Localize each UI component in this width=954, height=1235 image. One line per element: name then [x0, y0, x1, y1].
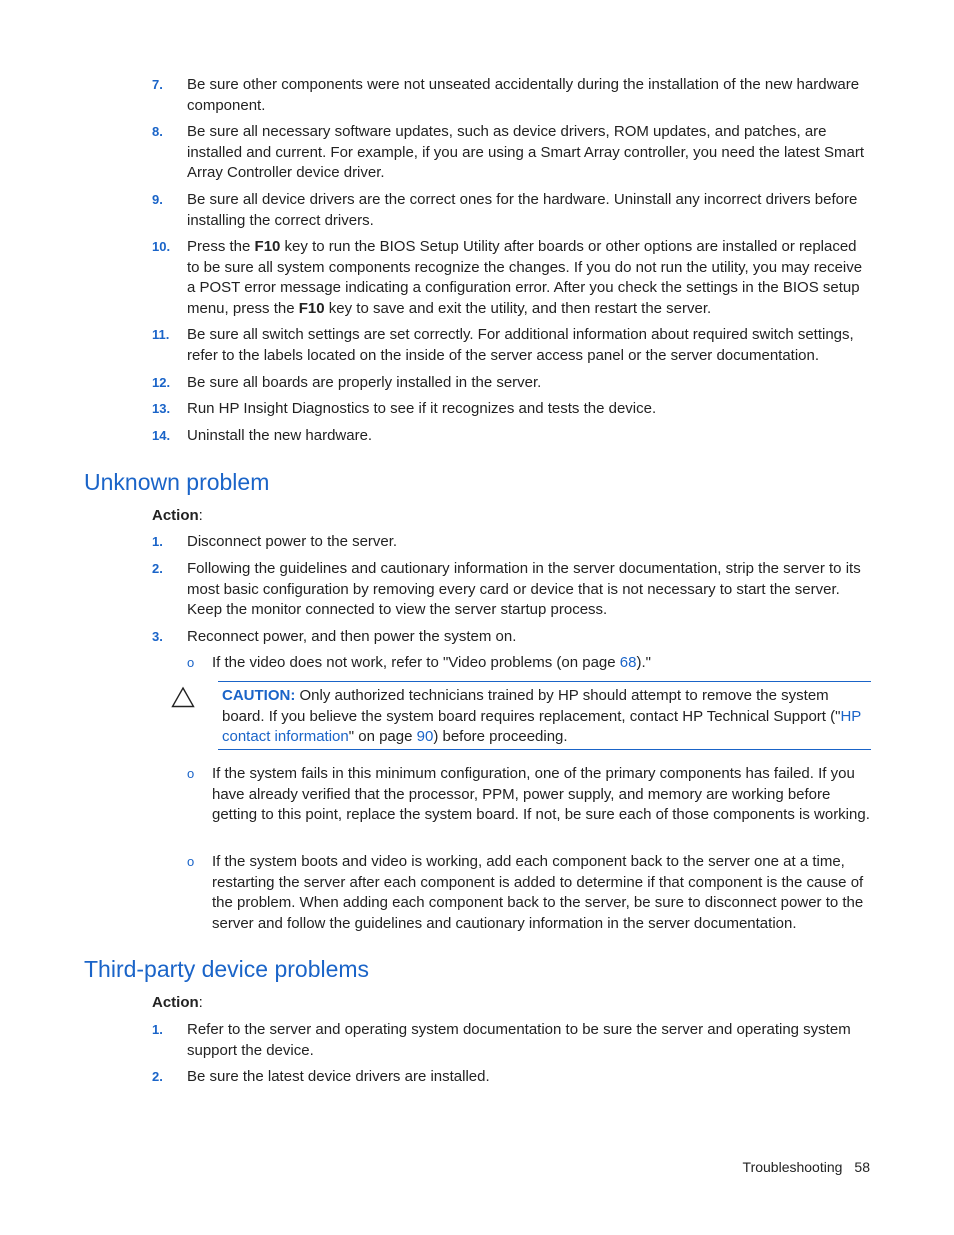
hp-contact-link[interactable]: HP contact information [222, 707, 862, 745]
key-name: F10 [254, 238, 281, 255]
text-run: " on page [348, 728, 417, 745]
text-run: Press the [187, 238, 255, 255]
section-heading-third-party: Third-party device problems [84, 956, 370, 982]
sub-list-text: If the system boots and video is working, add each component back to the server one at a time, restarting the server after each component is added to determine if that component is the cause of the problem. When adding each component back to the server, be sure to disconnect power to the server and follow the guidelines and cautionary information in the server documentation. [212, 853, 864, 932]
list-text: Refer to the server and operating system documentation to be sure the server and operating system support the device. [187, 1021, 851, 1059]
action-colon: : [198, 507, 203, 524]
action-label [152, 506, 203, 527]
sub-list-text: If the system fails in this minimum configuration, one of the primary components has failed. If you have already verified that the processor, PPM, power supply, and memory are working before getting to this point, replace the system board. If not, be sure each of those components is working. [212, 765, 870, 823]
list-number: 14. [152, 428, 171, 443]
list-number: 1. [152, 534, 163, 549]
sub-list-text [212, 653, 872, 674]
list-number: 9. [152, 192, 163, 207]
list-number: 8. [152, 124, 163, 139]
list-text: Reconnect power, and then power the system on. [187, 628, 517, 645]
bullet: o [187, 854, 195, 869]
text-run: If the video does not work, refer to "Video problems (on page [212, 654, 620, 671]
list-text: Uninstall the new hardware. [187, 427, 373, 444]
text-run: Only authorized technicians trained by HP should attempt to remove the system board. If you believe the system board requires replacement, contact HP Technical Support (" [222, 687, 841, 725]
list-number: 1. [152, 1022, 163, 1037]
text-run: key to save and exit the utility, and then restart the server. [324, 299, 712, 317]
list-number: 12. [152, 375, 171, 390]
list-number: 7. [152, 77, 163, 92]
list-text: Be sure all device drivers are the correct ones for the hardware. Uninstall any incorrect drivers before installing the correct drivers. [187, 191, 858, 229]
list-number: 3. [152, 629, 163, 644]
text-run: ) before proceeding. [433, 728, 568, 745]
list-text: Be sure other components were not unseated accidentally during the installation of the new hardware component. [187, 76, 860, 114]
list-number: 11. [152, 327, 170, 342]
caution-label: CAUTION: [222, 687, 296, 704]
list-number: 10. [152, 239, 171, 254]
bullet: o [187, 766, 195, 781]
list-text [187, 237, 869, 319]
list-text: Run HP Insight Diagnostics to see if it recognizes and tests the device. [187, 400, 657, 417]
action-label-text: Action [152, 994, 199, 1011]
action-label-text: Action [152, 507, 199, 524]
action-colon: : [198, 994, 203, 1011]
caution-text [222, 686, 862, 748]
list-text: Be sure all boards are properly installed in the server. [187, 374, 542, 391]
list-text: Be sure all switch settings are set correctly. For additional information about required switch settings, refer to the labels located on the inside of the server access panel or the server documentation. [187, 326, 854, 364]
list-text: Be sure the latest device drivers are installed. [187, 1068, 490, 1085]
list-text: Following the guidelines and cautionary information in the server documentation, strip the server to its most basic configuration by removing every card or device that is not necessary to start the server. Keep the monitor connected to view the server startup process. [187, 560, 861, 618]
list-text: Disconnect power to the server. [187, 533, 398, 550]
key-name: F10 [298, 299, 325, 317]
page-link[interactable]: 90 [416, 728, 434, 745]
list-number: 13. [152, 401, 171, 416]
page-link[interactable]: 68 [619, 654, 637, 671]
bullet: o [187, 655, 195, 670]
text-run: key to run the BIOS Setup Utility after boards or other options are installed or replaced to be sure all system components recognize the changes. If you do not run the utility, you may receive a POST error message indicating a configuration error. After you check the settings in the BIOS setup menu, press the [187, 238, 863, 317]
action-label [152, 993, 203, 1014]
list-text: Be sure all necessary software updates, such as device drivers, ROM updates, and patches, are installed and current. For example, if you are using a Smart Array controller, you need the latest Smart Array Controller device driver. [187, 123, 864, 181]
section-heading-unknown-problem: Unknown problem [84, 469, 270, 495]
page-footer [743, 1157, 870, 1178]
list-number: 2. [152, 561, 163, 576]
list-number: 2. [152, 1069, 163, 1084]
caution-box [218, 681, 871, 750]
warning-triangle-icon [171, 686, 195, 708]
footer-section: Troubleshooting [742, 1159, 843, 1175]
page-number: 58 [854, 1159, 870, 1175]
text-run: )." [636, 654, 651, 671]
